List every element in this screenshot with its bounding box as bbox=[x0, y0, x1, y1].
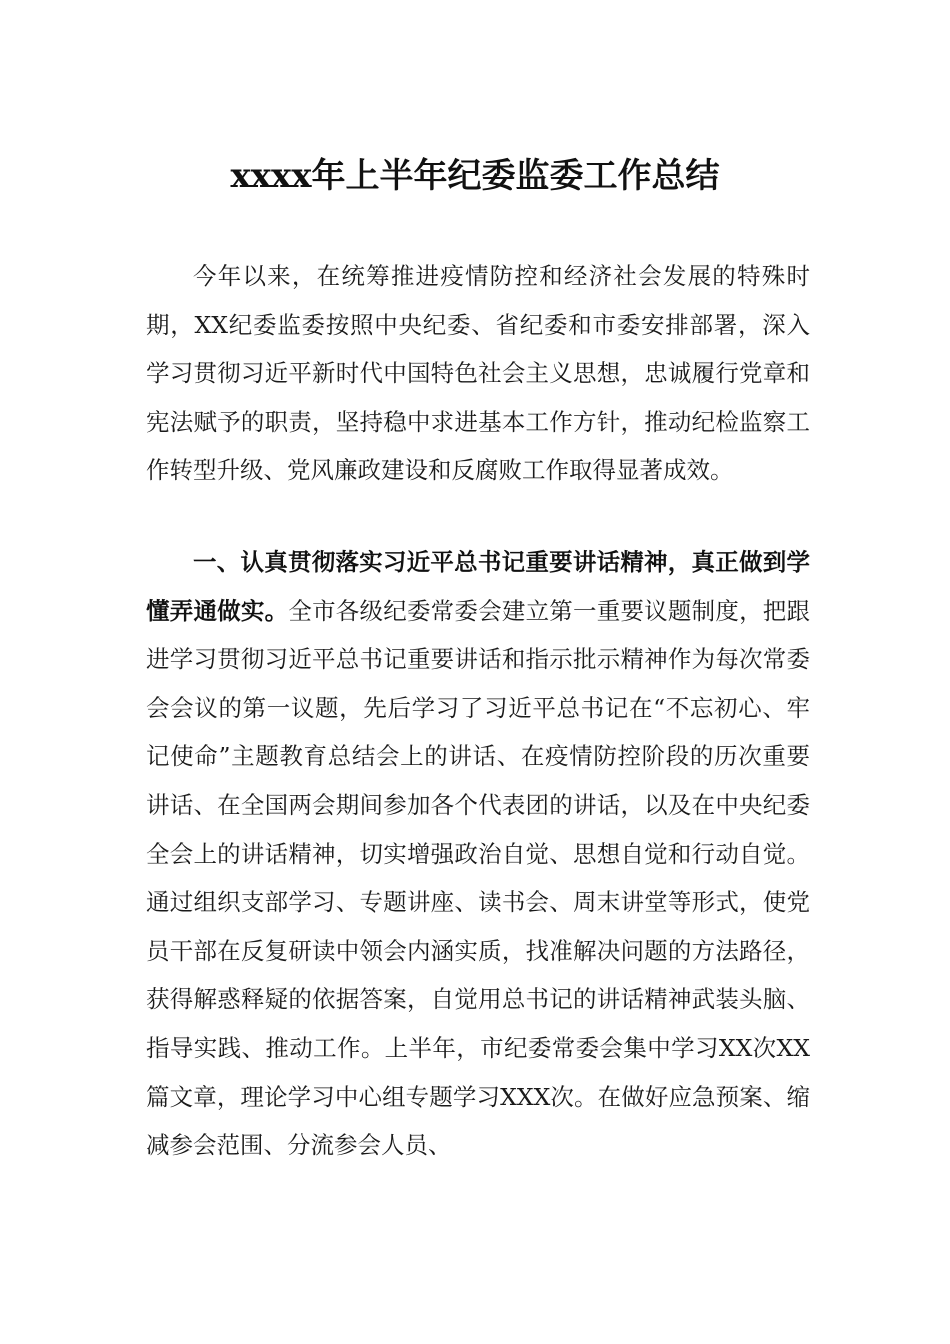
paragraph-text: 今年以来，在统筹推进疫情防控和经济社会发展的特殊时期，XX纪委监委按照中央纪委、省纪委和市委安排部署，深入学习贯彻习近平新时代中国特色社会主义思想，忠诚履行党章和宪法赋予的职责，坚持稳中求进基本工作方针，推动纪检监察工作转型升级、党风廉政建设和反腐败工作取得显著成效。 bbox=[146, 262, 810, 485]
document-title: xxxx年上半年纪委监委工作总结 bbox=[230, 156, 720, 196]
section-heading: 一、认真贯彻落实习近平总书记重要讲话精神，真正做到学懂弄通做实。 bbox=[146, 548, 810, 625]
intro-paragraph bbox=[146, 252, 810, 495]
paragraph-text: 全市各级纪委常委会建立第一重要议题制度，把跟进学习贯彻习近平总书记重要讲话和指示批示精神作为每次常委会会议的第一议题，先后学习了习近平总书记在“不忘初心、牢记使命”主题教育总结会上的讲话、在疫情防控阶段的历次重要讲话、在全国两会期间参加各个代表团的讲话，以及在中央纪委全会上的讲话精神，切实增强政治自觉、思想自觉和行动自觉。通过组织支部学习、专题讲座、读书会、周末讲堂等形式，使党员干部在反复研读中领会内涵实质，找准解决问题的方法路径，获得解惑释疑的依据答案，自觉用总书记的讲话精神武装头脑、指导实践、推动工作。上半年，市纪委常委会集中学习XX次XX篇文章，理论学习中心组专题学习XXX次。在做好应急预案、缩减参会范围、分流参会人员、 bbox=[146, 596, 811, 1160]
section-one-paragraph bbox=[146, 538, 810, 1170]
